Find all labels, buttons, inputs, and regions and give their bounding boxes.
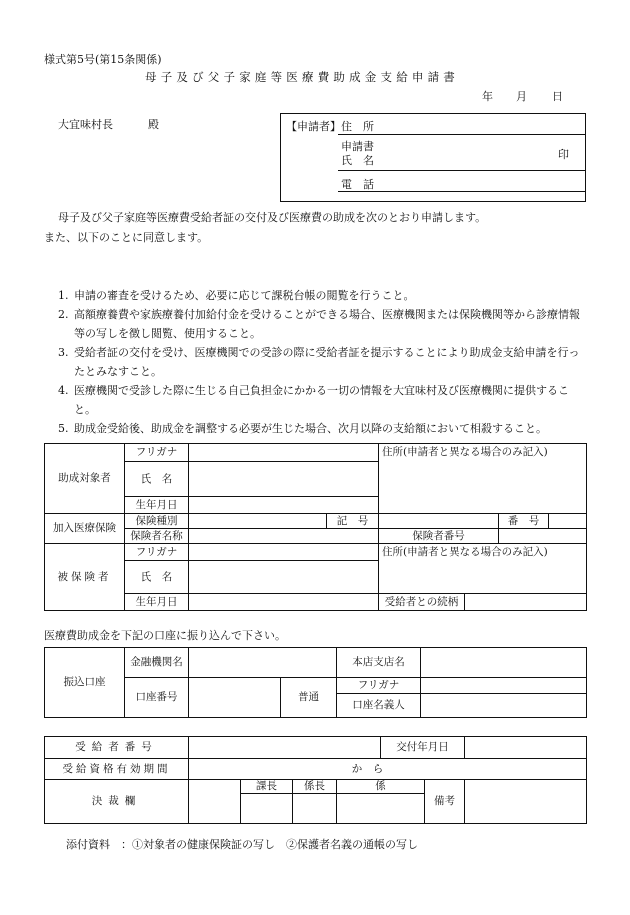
subject-table — [44, 443, 587, 611]
insured-furigana-field[interactable] — [189, 544, 379, 561]
subject-name-field[interactable] — [189, 462, 379, 497]
remarks-label: 備考 — [425, 780, 465, 824]
addressee-name: 大宜味村長 — [58, 118, 113, 131]
decision-cell-1[interactable] — [189, 780, 241, 824]
subject-name-label: 氏 名 — [125, 462, 189, 497]
symbol-field[interactable] — [379, 514, 499, 529]
decision-label: 決裁欄 — [45, 780, 189, 824]
intro-line-1: 母子及び父子家庭等医療費受給者証の交付及び医療費の助成を次のとおり申請します。 — [58, 211, 487, 224]
insured-address-field[interactable] — [379, 544, 587, 594]
bank-name-field[interactable] — [189, 648, 337, 678]
seal-mark: 印 — [558, 148, 569, 161]
holder-furigana-label: フリガナ — [337, 678, 421, 694]
subject-furigana-field[interactable] — [189, 444, 379, 462]
consent-item: 1. 申請の審査を受けるため、必要に応じて課税台帳の閲覧を行うこと。 — [58, 289, 415, 302]
phone-label: 電 話 — [341, 178, 374, 191]
addressee-honorific: 殿 — [148, 118, 159, 131]
ordinary-label: 普通 — [281, 678, 337, 718]
insured-name-field[interactable] — [189, 561, 379, 594]
insured-furigana-label: フリガナ — [125, 544, 189, 561]
subject-furigana-label: フリガナ — [125, 444, 189, 462]
bank-intro: 医療費助成金を下記の口座に振り込んで下さい。 — [44, 629, 286, 642]
issue-date-field[interactable] — [465, 737, 587, 759]
branch-field[interactable] — [421, 648, 587, 678]
insured-address-note: 住所(申請者と異なる場合のみ記入) — [382, 546, 548, 558]
issue-date-label: 交付年月日 — [381, 737, 465, 759]
holder-label: 口座名義人 — [337, 694, 421, 718]
insurance-type-label: 保険種別 — [125, 514, 189, 529]
date-year: 年 — [482, 90, 493, 103]
bank-name-label: 金融機関名 — [125, 648, 189, 678]
relation-label: 受給者との続柄 — [379, 594, 465, 611]
insurance-type-field[interactable] — [189, 514, 327, 529]
insurer-number-label: 保険者番号 — [379, 529, 499, 544]
account-number-label: 口座番号 — [125, 678, 189, 718]
number-field[interactable] — [549, 514, 587, 529]
staff-stamp[interactable] — [337, 794, 425, 824]
form-number: 様式第5号(第15条関係) — [44, 53, 162, 66]
office-table — [44, 736, 587, 824]
applicant-label: 【申請者】 — [286, 120, 341, 133]
branch-label: 本店支店名 — [337, 648, 421, 678]
subject-label: 助成対象者 — [45, 444, 125, 514]
insured-name-label: 氏 名 — [125, 561, 189, 594]
validity-field[interactable] — [189, 759, 587, 780]
account-number-field[interactable] — [189, 678, 281, 718]
relation-field[interactable] — [465, 594, 587, 611]
insured-birth-field[interactable] — [189, 594, 379, 611]
recipient-number-label: 受給者番号 — [45, 737, 189, 759]
insurance-label: 加入医療保険 — [45, 514, 125, 544]
subject-birth-field[interactable] — [189, 497, 379, 514]
insured-label: 被保険者 — [45, 544, 125, 611]
attachments-note: 添付資料 ：①対象者の健康保険証の写し ②保護者名義の通帳の写し — [66, 838, 418, 851]
holder-furigana-field[interactable] — [421, 678, 587, 694]
insurer-name-label: 保険者名称 — [125, 529, 189, 544]
section-chief-stamp[interactable] — [241, 794, 293, 824]
applicant-name-label-1: 申請書 — [341, 140, 374, 153]
symbol-label: 記 号 — [327, 514, 379, 529]
consent-item: 5. 助成金受給後、助成金を調整する必要が生じた場合、次月以降の支給額において相殺すること。 — [58, 422, 547, 435]
staff-label: 係 — [337, 780, 425, 794]
subsection-chief-stamp[interactable] — [293, 794, 337, 824]
form-title: 母子及び父子家庭等医療費助成金支給申請書 — [145, 70, 459, 84]
subject-birth-label: 生年月日 — [125, 497, 189, 514]
remarks-field[interactable] — [465, 780, 587, 824]
subsection-chief-label: 係長 — [293, 780, 337, 794]
section-chief-label: 課長 — [241, 780, 293, 794]
bank-table — [44, 647, 587, 718]
name-line — [338, 170, 586, 171]
consent-item: 4. 医療機関で受診した際に生じる自己負担金にかかる一切の情報を大宜味村及び医療機関に提供すること。 — [58, 384, 569, 416]
validity-label: 受給資格有効期間 — [45, 759, 189, 780]
insurer-name-field[interactable] — [189, 529, 379, 544]
address-line — [338, 134, 586, 135]
applicant-name-label-2: 氏 名 — [341, 154, 374, 167]
intro-line-2: また、以下のことに同意します。 — [44, 231, 209, 244]
number-label: 番 号 — [499, 514, 549, 529]
insurer-number-field[interactable] — [499, 529, 587, 544]
holder-field[interactable] — [421, 694, 587, 718]
recipient-number-field[interactable] — [189, 737, 381, 759]
transfer-label: 振込口座 — [45, 648, 125, 718]
consent-item: 2. 高額療養費や家族療養付加給付金を受けることができる場合、医療機関または保険機関等から診療情報等の写しを徴し閲覧、使用すること。 — [58, 308, 580, 340]
phone-line — [338, 191, 586, 192]
subject-address-field[interactable] — [379, 444, 587, 514]
insured-birth-label: 生年月日 — [125, 594, 189, 611]
date-day: 日 — [552, 90, 563, 103]
address-label: 住 所 — [341, 120, 374, 133]
date-month: 月 — [516, 90, 527, 103]
consent-item: 3. 受給者証の交付を受け、医療機関での受診の際に受給者証を提示することにより助成金支給申請を行ったとみなすこと。 — [58, 346, 580, 378]
validity-from: か ら — [351, 762, 384, 775]
subject-address-note: 住所(申請者と異なる場合のみ記入) — [382, 446, 548, 458]
